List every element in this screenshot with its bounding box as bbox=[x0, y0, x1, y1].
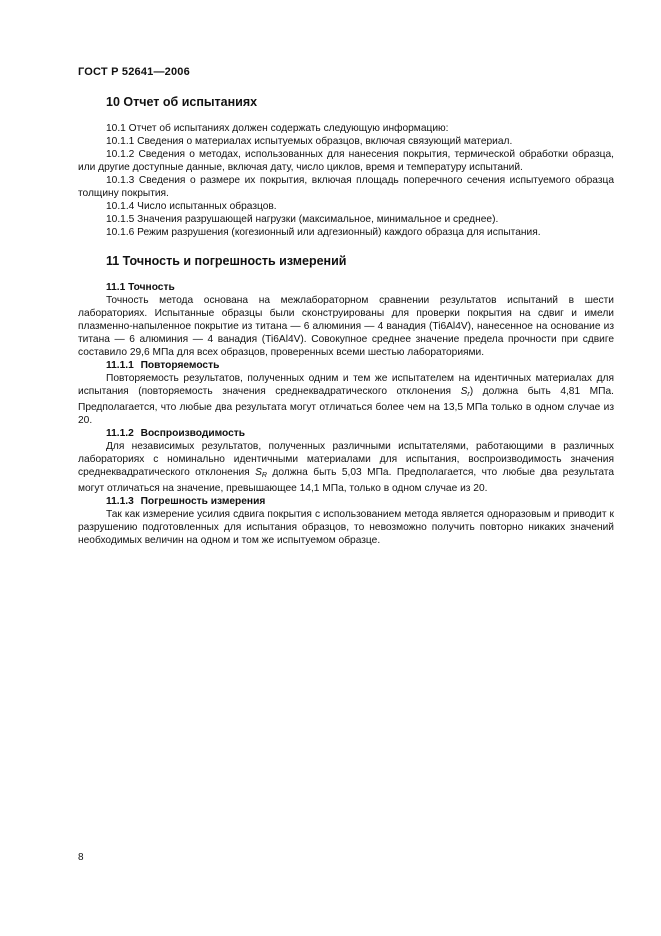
item-10-1-2: 10.1.2 Сведения о методах, использованных для нанесения покрытия, термической обработки образца, или другие доступные данные, включая дату, число циклов, время и температуру испытаний. bbox=[78, 149, 614, 173]
subsection-11-1-3-heading bbox=[78, 495, 614, 508]
section-11-body bbox=[78, 281, 614, 547]
subsection-11-1-1-title: Повторяемость bbox=[140, 360, 220, 371]
item-10-1-5: 10.1.5 Значения разрушающей нагрузки (максимальное, минимальное и среднее). bbox=[106, 214, 499, 225]
subsection-11-1-2-title: Воспроизводимость bbox=[140, 428, 246, 439]
subsection-11-1-1-text bbox=[78, 372, 614, 427]
subsection-11-1-2-number: 11.1.2 bbox=[106, 428, 134, 439]
section-11-title: 11 Точность и погрешность измерений bbox=[106, 254, 347, 268]
symbol-subscript-r: r bbox=[467, 391, 470, 398]
subsection-11-1-2-text bbox=[78, 440, 614, 495]
item-10-1-6: 10.1.6 Режим разрушения (когезионный или адгезионный) каждого образца для испытания. bbox=[106, 227, 541, 238]
item-10-1-3: 10.1.3 Сведения о размере их покрытия, включая площадь поперечного сечения испытуемого образца толщину покрытия. bbox=[78, 175, 614, 199]
section-10-items bbox=[78, 122, 614, 239]
subsection-11-1-heading: 11.1 Точность bbox=[106, 282, 175, 293]
item-10-1: 10.1 Отчет об испытаниях должен содержать следующую информацию: bbox=[106, 123, 449, 134]
subsection-11-1-2-heading bbox=[78, 427, 614, 440]
subsection-11-1-3-text: Так как измерение усилия сдвига покрытия с использованием метода является одноразовым и приводит к разрушению подготовленных для испытания образцов, то невозможно получить повторно никаких значений необходимых величин на одном и том же испытуемом образце. bbox=[78, 509, 614, 546]
reproducibility-text-b: должна быть 5,03 МПа. Предполагается, что любые два результата могут отличаться на значение, превышающее 14,1 МПа, только в одном случае из 20. bbox=[78, 467, 614, 494]
subsection-11-1-1-number: 11.1.1 bbox=[106, 360, 134, 371]
subsection-11-1-3-number: 11.1.3 bbox=[106, 496, 134, 507]
document-header: ГОСТ Р 52641—2006 bbox=[78, 66, 190, 78]
subsection-11-1-1-heading bbox=[78, 359, 614, 372]
repeatability-text-b: ) должна быть 4,81 МПа. Предполагается, что любые два результата могут отличаться более чем на 13,5 МПа только в одном случае из 20. bbox=[78, 386, 614, 426]
subsection-11-1-text: Точность метода основана на межлабораторном сравнении результатов испытаний в шести лабораториях. Испытанные образцы были сконструированы для проверки покрытия на сдвиг и имели плазменно-напыленное покрытие из титана — 6 алюминия — 4 ванадия (Ti6Al4V), нанесенное на основание из титана — 6 алюминия — 4 ванадия (Ti6Al4V). Совокупное среднее значение предела прочности при сдвиге составило 29,6 МПа для всех образцов, проверенных всеми шестью лабораториями. bbox=[78, 295, 614, 358]
symbol-s-reproducibility: S bbox=[255, 467, 262, 478]
page-number: 8 bbox=[78, 852, 84, 863]
repeatability-text-a: Повторяемость результатов, полученных одним и тем же испытателем на идентичных материалах для испытания (повторяемость значения среднеквадратического отклонения bbox=[78, 373, 614, 397]
item-10-1-4: 10.1.4 Число испытанных образцов. bbox=[106, 201, 277, 212]
symbol-subscript-R: R bbox=[261, 472, 267, 479]
item-10-1-1: 10.1.1 Сведения о материалах испытуемых образцов, включая связующий материал. bbox=[106, 136, 513, 147]
page-content bbox=[78, 92, 614, 547]
section-10-title: 10 Отчет об испытаниях bbox=[106, 95, 258, 109]
symbol-s: S bbox=[460, 386, 468, 397]
subsection-11-1-3-title: Погрешность измерения bbox=[140, 496, 266, 507]
reproducibility-text-a: Для независимых результатов, полученных различными испытателями, работающими в различных лабораториях с номинально идентичными материалами для испытания, воспроизводимость значения среднеквадратического отклонения bbox=[78, 441, 614, 478]
